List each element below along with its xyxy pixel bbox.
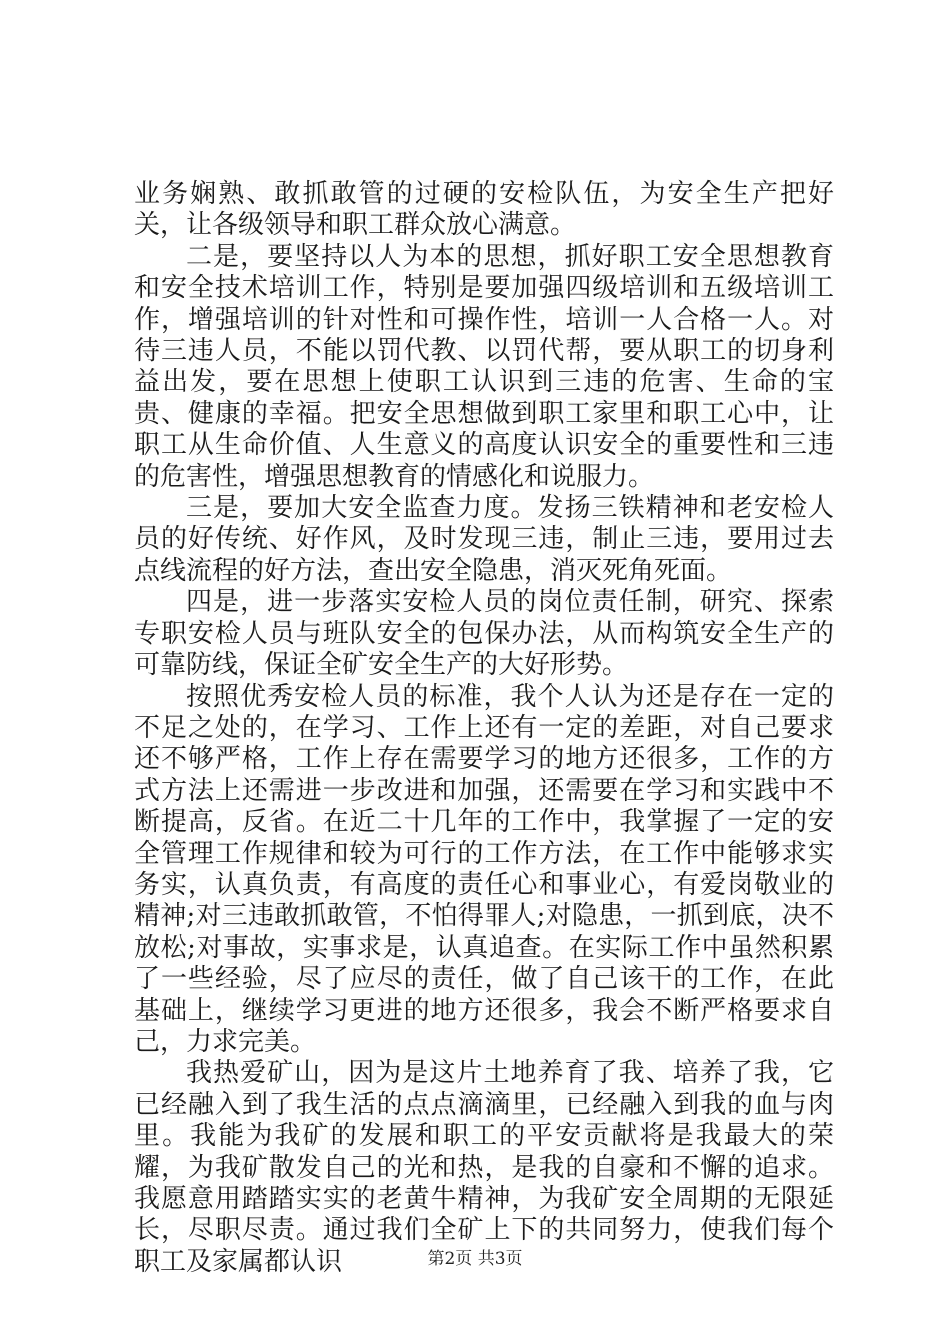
- page-footer: 第2页 共3页: [427, 1249, 523, 1269]
- paragraph-point-four: 四是，进一步落实安检人员的岗位责任制，研究、探索专职安检人员与班队安全的包保办法，从而构筑安全生产的可靠防线，保证全矿安全生产的大好形势。: [134, 587, 834, 681]
- paragraph-love-mine: 我热爱矿山，因为是这片土地养育了我、培养了我，它已经融入到了我生活的点点滴滴里，已经融入到我的血与肉里。我能为我矿的发展和职工的平安贡献将是我最大的荣耀，为我矿散发自己的光和热，是我的自豪和不懈的追求。我愿意用踏踏实实的老黄牛精神，为我矿安全周期的无限延长，尽职尽责。通过我们全矿上下的共同努力，使我们每个职工及家属都认识: [134, 1058, 834, 1277]
- paragraph-point-two: 二是，要坚持以人为本的思想，抓好职工安全思想教育和安全技术培训工作，特别是要加强四级培训和五级培训工作，增强培训的针对性和可操作性，培训一人合格一人。对待三违人员，不能以罚代教、以罚代帮，要从职工的切身利益出发，要在思想上使职工认识到三违的危害、生命的宝贵、健康的幸福。把安全思想做到职工家里和职工心中，让职工从生命价值、人生意义的高度认识安全的重要性和三违的危害性，增强思想教育的情感化和说服力。: [134, 241, 834, 492]
- paragraph-continuation: 业务娴熟、敢抓敢管的过硬的安检队伍，为安全生产把好关，让各级领导和职工群众放心满意。: [134, 179, 834, 241]
- paragraph-self-assessment: 按照优秀安检人员的标准，我个人认为还是存在一定的不足之处的，在学习、工作上还有一定的差距，对自己要求还不够严格，工作上存在需要学习的地方还很多，工作的方式方法上还需进一步改进和加强，还需要在学习和实践中不断提高，反省。在近二十几年的工作中，我掌握了一定的安全管理工作规律和较为可行的工作方法，在工作中能够求实务实，认真负责，有高度的责任心和事业心，有爱岗敬业的精神;对三违敢抓敢管，不怕得罪人;对隐患，一抓到底，决不放松;对事故，实事求是，认真追查。在实际工作中虽然积累了一些经验，尽了应尽的责任，做了自己该干的工作，在此基础上，继续学习更进的地方还很多，我会不断严格要求自己，力求完美。: [134, 681, 834, 1057]
- paragraph-point-three: 三是，要加大安全监查力度。发扬三铁精神和老安检人员的好传统、好作风，及时发现三违，制止三违，要用过去点线流程的好方法，查出安全隐患，消灭死角死面。: [134, 493, 834, 586]
- document-body: [134, 179, 834, 1278]
